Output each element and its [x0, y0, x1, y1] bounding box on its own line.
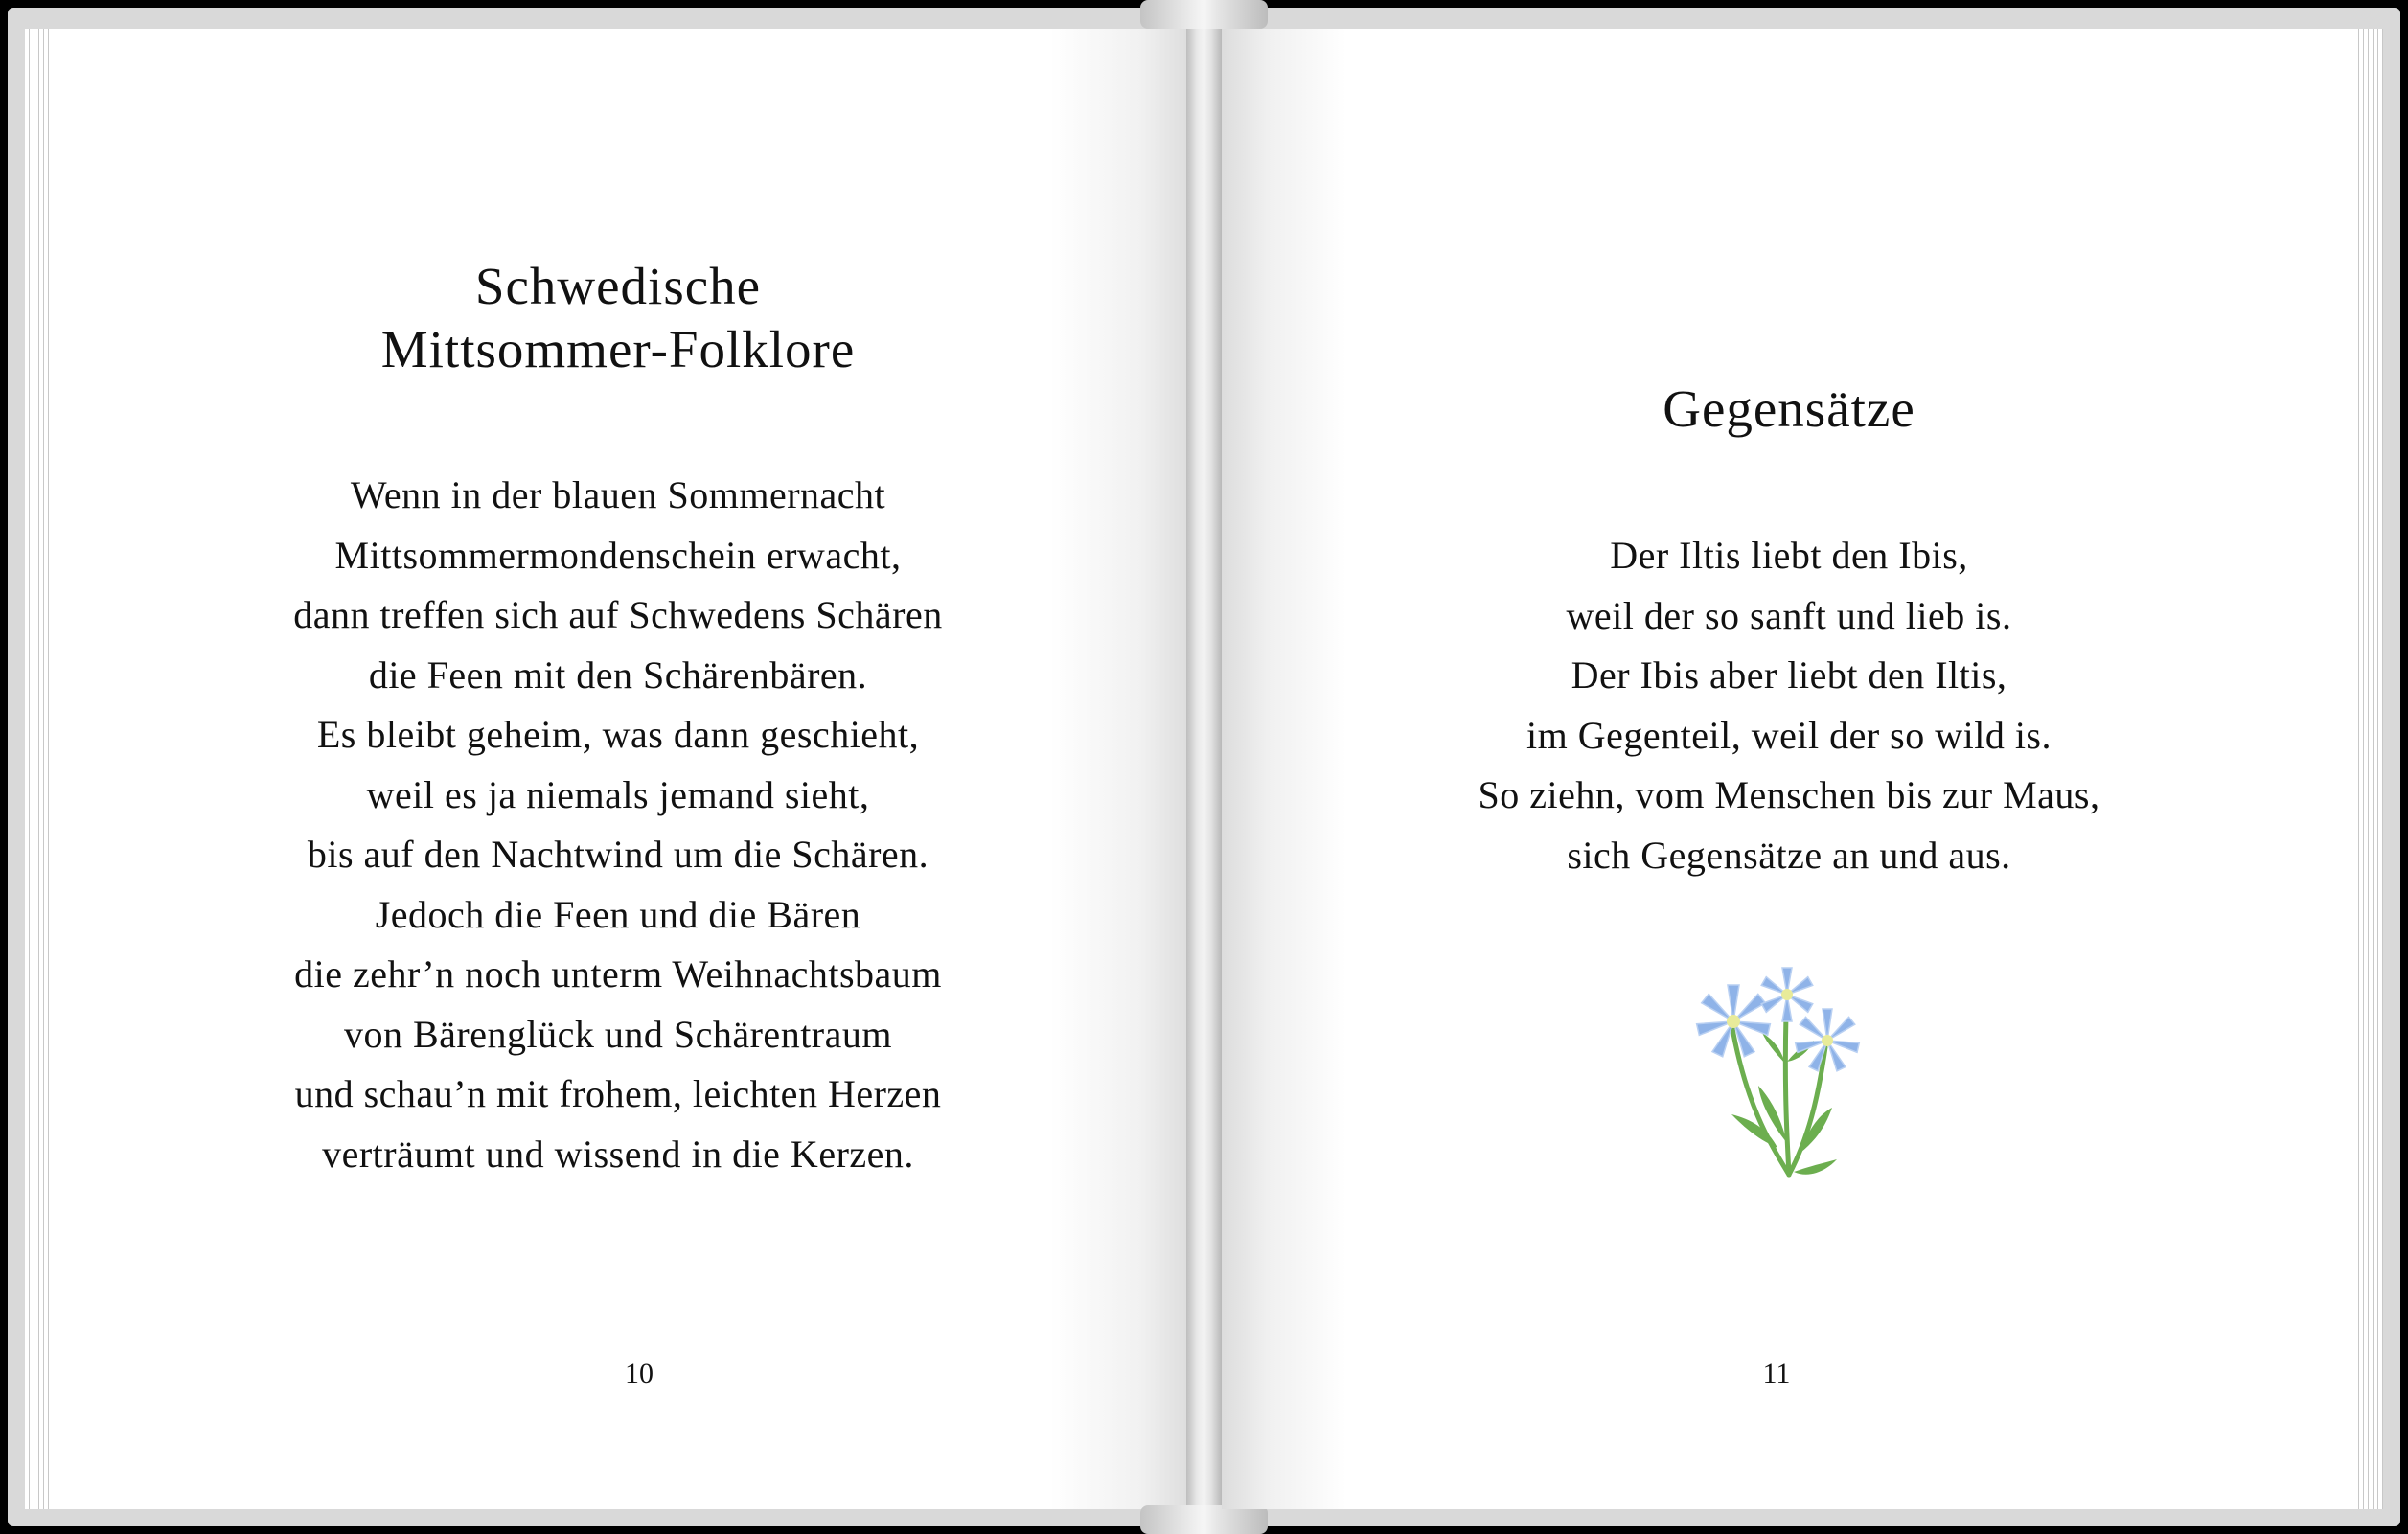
left-page-title — [50, 255, 1186, 381]
title-line: Mittsommer-Folklore — [380, 320, 856, 378]
poem-line: die zehr’n noch unterm Weihnachtsbaum — [294, 952, 942, 996]
right-page-edges — [2354, 29, 2383, 1509]
poem-line: von Bärenglück und Schärentraum — [343, 1012, 892, 1056]
poem-line: Wenn in der blauen Sommernacht — [350, 473, 886, 516]
poem-line: Der Iltis liebt den Ibis, — [1610, 534, 1968, 577]
right-page-title — [1222, 378, 2356, 441]
poem-line: weil es ja niemals jemand sieht, — [366, 772, 870, 816]
poem-line: Der Ibis aber liebt den Iltis, — [1571, 653, 2007, 697]
poem-line: Mittsommermondenschein erwacht, — [334, 533, 902, 577]
title-line: Schwedische — [474, 257, 762, 315]
poem-line: bis auf den Nachtwind um die Schären. — [307, 833, 929, 876]
left-poem — [50, 466, 1186, 1184]
flower-right — [1796, 1009, 1860, 1071]
poem-line: sich Gegensätze an und aus. — [1567, 833, 2011, 877]
poem-line: die Feen mit den Schärenbären. — [368, 653, 868, 697]
flower-left — [1697, 985, 1771, 1057]
poem-line: und schau’n mit frohem, leichten Herzen — [294, 1072, 942, 1115]
left-page — [50, 29, 1186, 1509]
blue-flowers-illustration — [1664, 956, 1904, 1205]
right-page — [1222, 29, 2356, 1509]
page-number-left: 10 — [625, 1358, 654, 1389]
poem-line: verträumt und wissend in die Kerzen. — [322, 1132, 914, 1176]
poem-line: dann treffen sich auf Schwedens Schären — [293, 593, 943, 636]
poem-line: im Gegenteil, weil der so wild is. — [1525, 713, 2052, 757]
spine-bottom-cap — [1140, 1505, 1268, 1534]
poem-line: Es bleibt geheim, was dann geschieht, — [316, 713, 920, 756]
spine-top-cap — [1140, 0, 1268, 29]
title-line: Gegensätze — [1663, 379, 1915, 438]
poem-line: So ziehn, vom Menschen bis zur Maus, — [1478, 773, 2100, 816]
poem-line: weil der so sanft und lieb is. — [1566, 593, 2012, 637]
flower-middle — [1761, 968, 1812, 1021]
page-number-right: 11 — [1762, 1358, 1791, 1389]
poem-line: Jedoch die Feen und die Bären — [375, 892, 861, 936]
right-poem — [1222, 526, 2356, 885]
book-spine — [1186, 0, 1222, 1534]
